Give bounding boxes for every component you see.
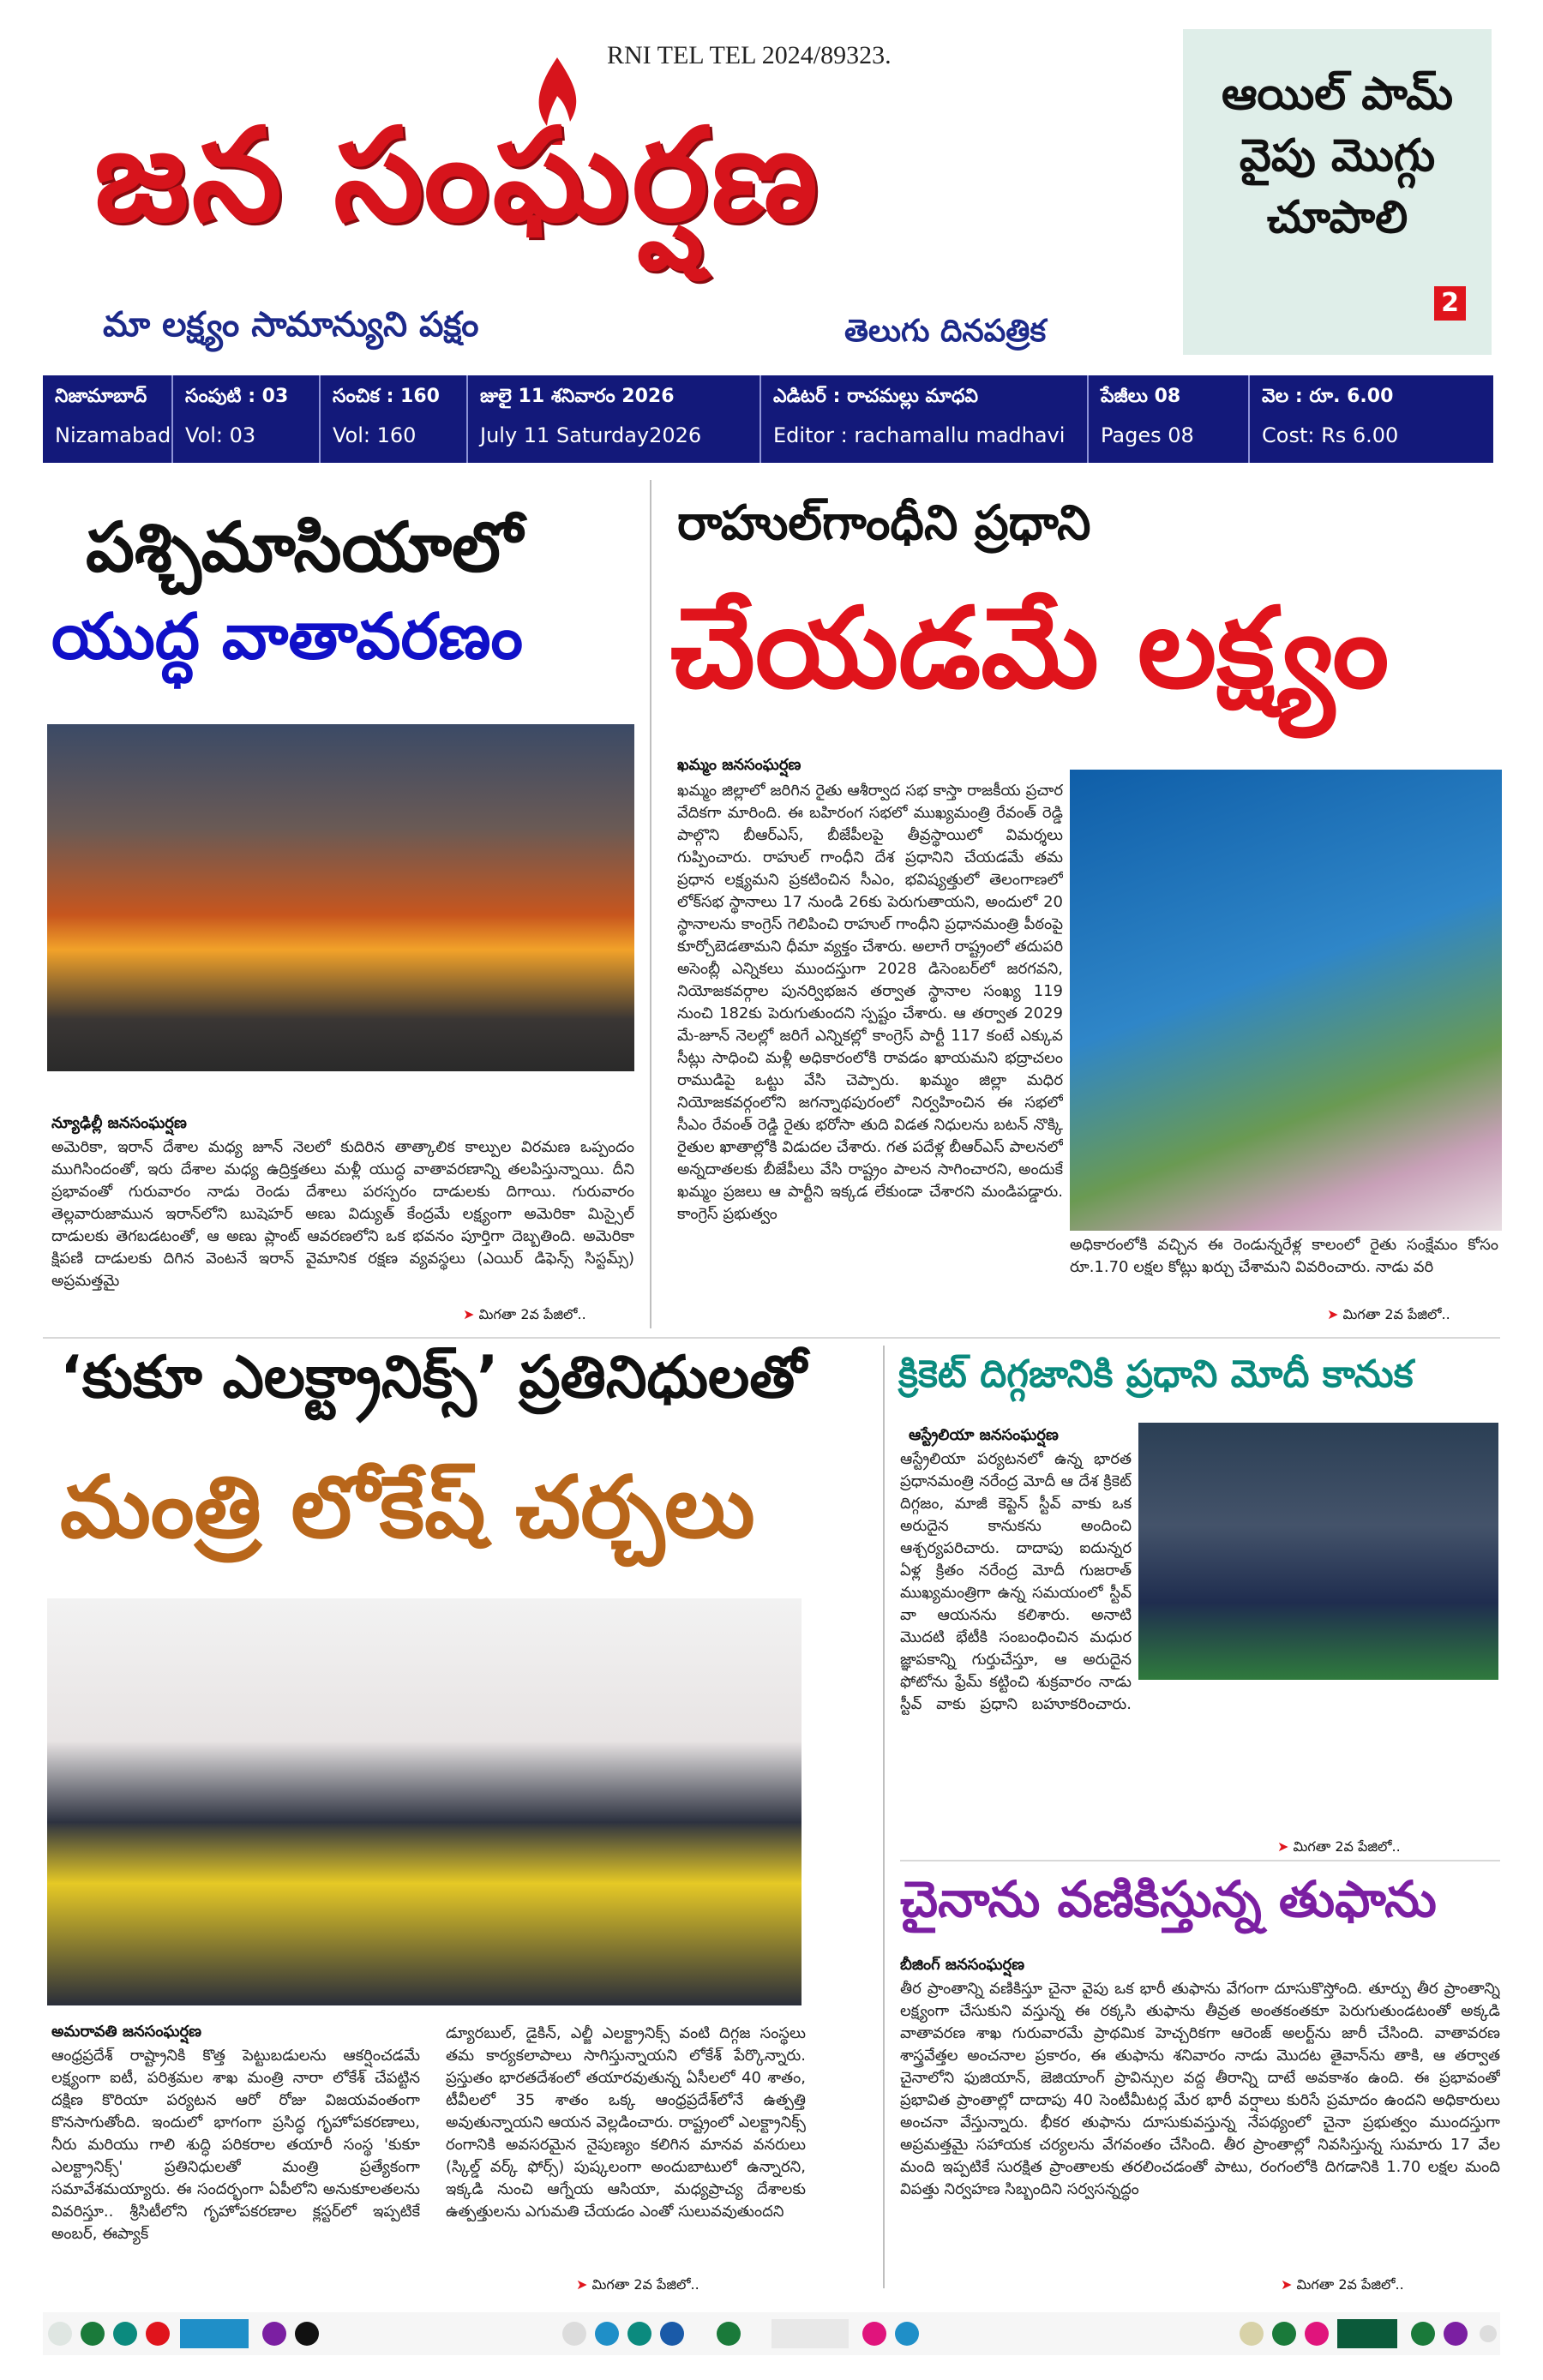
teaser-headline: ఆయిల్ పామ్ వైపు మొగ్గు చూపాలి (1221, 69, 1454, 243)
story4-continued-label: మిగతా 2వ పేజిలో.. (1293, 1838, 1401, 1855)
story2-headline-line1[interactable]: రాహుల్‌గాంధీని ప్రధాని (677, 495, 1091, 551)
info-date-te: జులై 11 శనివారం 2026 (480, 386, 675, 407)
info-cell-place (43, 375, 173, 463)
info-issue-en: Vol: 160 (333, 423, 417, 447)
info-cost-te: వెల : రూ. 6.00 (1262, 386, 1394, 407)
info-volume-en: Vol: 03 (185, 423, 256, 447)
info-cost-en: Cost: Rs 6.00 (1262, 423, 1399, 447)
tagline-right: తెలుగు దినపత్రిక (844, 314, 1047, 349)
registration-number: RNI TEL TEL 2024/89323. (607, 41, 892, 69)
tagline-left: మా లక్ష్యం సామాన్యుని పక్షం (103, 305, 479, 345)
story2-headline-line2[interactable]: చేయడమే లక్ష్యం (670, 583, 1390, 713)
story1-headline-line2[interactable]: యుద్ధ వాతావరణం (51, 600, 524, 674)
issue-info-bar (43, 375, 1493, 463)
info-editor-te: ఎడిటర్ : రాచమల్లు మాధవి (773, 386, 979, 407)
continue-arrow-icon: ➤ (1281, 2276, 1297, 2293)
story1-body: అమెరికా, ఇరాన్ దేశాల మధ్య జూన్ నెలలో కుదిరిన తాత్కాలిక కాల్పుల విరమణ ఒప్పందం ముగిసిందంతో, ఇరు దేశాల మధ్య ఉద్రిక్తతలు మళ్లీ యుద్ధ వాతావరణాన్ని తలపిస్తున్నాయి. దీని ప్రభావంతో గురువారం నాడు రెండు దేశాలు పరస్పరం దాడులకు దిగాయి. గురువారం తెల్లవారుజామున ఇరాన్‌లోని బుషెహర్ అణు విద్యుత్ కేంద్రమే లక్ష్యంగా అమెరికా మిస్సైల్ దాడులకు తెగబడటంతో, ఆ అణు ప్లాంట్ ఆవరణలోని ఒక భవనం పూర్తిగా దెబ్బతింది. అమెరికా క్షిపణి దాడులకు దిగిన వెంటనే ఇరాన్ వైమానిక రక్షణ వ్యవస్థలు (ఎయిర్ డిఫెన్స్ సిస్టమ్స్) అప్రమత్తమై (51, 1138, 634, 1290)
newspaper-logo: జన సంఘర్షణ (94, 101, 822, 250)
story4-cricket-photo (1138, 1423, 1498, 1680)
column-divider (650, 480, 651, 1328)
info-cell-date (468, 375, 761, 463)
story5-continued-label: మిగతా 2వ పేజిలో.. (1296, 2276, 1404, 2293)
story3-body-col2: డ్యూరబుల్, డైకిన్, ఎల్జీ ఎలక్ట్రానిక్స్ వంటి దిగ్గజ సంస్థలు తమ కార్యకలాపాలు సాగిస్తున్నాయని లోకేశ్ పేర్కొన్నారు. ప్రస్తుతం భారతదేశంలో తయారవుతున్న ఏసీలలో 40 శాతం, టీవీలలో 35 శాతం ఒక్క ఆంధ్రప్రదేశ్‌లోనే ఉత్పత్తి అవుతున్నాయని ఆయన వెల్లడించారు. రాష్ట్రంలో ఎలక్ట్రానిక్స్ రంగానికి అవసరమైన నైపుణ్యం కలిగిన మానవ వనరులు (స్కిల్డ్ వర్క్ ఫోర్స్) పుష్కలంగా అందుబాటులో ఉన్నారని, ఇక్కడి నుంచి ఆగ్నేయ ఆసియా, మధ్యప్రాచ్య దేశాలకు ఉత్పత్తులను ఎగుమతి చేయడం ఎంతో సులువవుతుందని (446, 2024, 806, 2221)
info-cell-issue (321, 375, 468, 463)
story3-delegation-photo (47, 1598, 802, 2005)
info-pages-te: పేజీలు 08 (1101, 386, 1181, 407)
info-cell-pages (1089, 375, 1250, 463)
info-place-te: నిజామాబాద్ (55, 386, 147, 407)
story3-dateline: అమరావతి జనసంఘర్షణ (51, 2023, 202, 2041)
story3-headline-line2[interactable]: మంత్రి లోకేష్ చర్చలు (60, 1457, 755, 1557)
info-editor-en: Editor : rachamallu madhavi (773, 423, 1066, 447)
story1-dateline: న్యూఢిల్లీ జనసంఘర్షణ (51, 1114, 187, 1132)
color-registration-strip (43, 2312, 1500, 2355)
story2-dateline: ఖమ్మం జనసంఘర్షణ (677, 756, 802, 774)
story1-continued[interactable] (463, 1306, 586, 1326)
story3-continued[interactable] (576, 2276, 699, 2296)
story2-cm-photo (1070, 770, 1502, 1231)
info-cell-editor (761, 375, 1089, 463)
story1-fire-photo (47, 724, 634, 1071)
section-divider (900, 1860, 1500, 1861)
section-divider (43, 1337, 1500, 1339)
story4-body: ఆస్ట్రేలియా పర్యటనలో ఉన్న భారత ప్రధానమంత్రి నరేంద్ర మోదీ ఆ దేశ క్రికెట్ దిగ్గజం, మాజీ కెప్టెన్ స్టీవ్ వాకు ఒక అరుదైన కానుకను అందించి ఆశ్చర్యపరిచారు. దాదాపు ఐదున్నర ఏళ్ల క్రితం నరేంద్ర మోదీ గుజరాత్ ముఖ్యమంత్రిగా ఉన్న సమయంలో స్టీవ్ వా ఆయనను కలిశారు. అనాటి మొదటి భేటీకి సంబంధించిన మధుర జ్ఞాపకాన్ని గుర్తుచేస్తూ, ఆ అరుదైన ఫోటోను ఫ్రేమ్ కట్టించి శుక్రవారం నాడు స్టీవ్ వాకు ప్రధాని బహూకరించారు. (900, 1450, 1132, 1713)
story5-dateline: బీజింగ్ జనసంఘర్షణ (900, 1956, 1025, 1974)
story1-continued-label: మిగతా 2వ పేజిలో.. (478, 1306, 586, 1322)
info-date-en: July 11 Saturday2026 (480, 423, 702, 447)
story2-body-side: అధికారంలోకి వచ్చిన ఈ రెండున్నరేళ్ల కాలంలో రైతు సంక్షేమం కోసం రూ.1.70 లక్షల కోట్లు ఖర్చు చేశామని వివరించారు. నాడు వరి (1070, 1236, 1498, 1276)
story5-continued[interactable] (1281, 2276, 1404, 2296)
story5-body: తీర ప్రాంతాన్ని వణికిస్తూ చైనా వైపు ఒక భారీ తుఫాను వేగంగా దూసుకొస్తోంది. తూర్పు తీర ప్రాంతాన్ని లక్ష్యంగా చేసుకుని వస్తున్న ఈ రక్కసి తుఫాను తీవ్రత అంతకంతకూ పెరుగుతుండటంతో అక్కడి వాతావరణ శాఖ గురువారమే ప్రాథమిక హెచ్చరికగా ఆరెంజ్ అలర్ట్‌ను జారీ చేసింది. వాతావరణ శాస్త్రవేత్తల అంచనాల ప్రకారం, ఈ తుఫాను శనివారం నాడు మొదట తైవాన్‌ను తాకి, ఆ తర్వాత చైనాలోని ఫుజియాన్, జెజియాంగ్ ప్రావిన్సుల వద్ద తీరాన్ని దాటే అవకాశం ఉంది. ఈ ప్రభావంతో ప్రభావిత ప్రాంతాల్లో దాదాపు 40 సెంటీమీటర్ల మేర భారీ వర్షాలు కురిసే ప్రమాదం ఉందని అధికారులు అంచనా వేస్తున్నారు. భీకర తుఫాను దూసుకువస్తున్న నేపథ్యంలో చైనా ప్రభుత్వం ముందస్తుగా అప్రమత్తమై సహాయక చర్యలను వేగవంతం చేసింది. తీర ప్రాంతాల్లో నివసిస్తున్న సుమారు 17 వేల మంది ఇప్పటికే సురక్షిత ప్రాంతాలకు తరలించడంతో పాటు, రంగంలోకి దిగడానికి 1.70 లక్షల మంది విపత్తు నిర్వహణ సిబ్బందిని సర్వసన్నద్ధం (900, 1980, 1500, 2198)
story3-body-col1: ఆంధ్రప్రదేశ్ రాష్ట్రానికి కొత్త పెట్టుబడులను ఆకర్షించడమే లక్ష్యంగా ఐటీ, పరిశ్రమల శాఖ మంత్రి నారా లోకేశ్ చేపట్టిన దక్షిణ కొరియా పర్యటన ఆరో రోజు విజయవంతంగా కొనసాగుతోంది. ఇందులో భాగంగా ప్రసిద్ధ గృహోపకరణాలు, నీరు మరియు గాలి శుద్ధి పరికరాల తయారీ సంస్థ 'కుకూ ఎలక్ట్రానిక్స్' ప్రతినిధులతో మంత్రి ప్రత్యేకంగా సమావేశమయ్యారు. ఈ సందర్భంగా ఏపీలోని అనుకూలతలను వివరిస్తూ.. శ్రీసిటీలోని గృహోపకరణాల క్లస్టర్‌లో ఇప్పటికే అంబర్, ఈప్యాక్ (51, 2047, 420, 2243)
info-place-en: Nizamabad (55, 423, 171, 447)
story4-continued[interactable] (1277, 1838, 1401, 1858)
story3-continued-label: మిగతా 2వ పేజిలో.. (591, 2276, 699, 2293)
continue-arrow-icon: ➤ (1327, 1306, 1343, 1322)
story1-headline-line1[interactable]: పశ్చిమాసియాలో (86, 507, 523, 587)
story2-continued-label: మిగతా 2వ పేజిలో.. (1342, 1306, 1450, 1322)
continue-arrow-icon: ➤ (576, 2276, 592, 2293)
info-pages-en: Pages 08 (1101, 423, 1194, 447)
story4-dateline: ఆస్ట్రేలియా జనసంఘర్షణ (909, 1426, 1059, 1444)
story5-headline[interactable]: చైనాను వణికిస్తున్న తుఫాను (900, 1870, 1437, 1928)
story4-headline[interactable]: క్రికెట్ దిగ్గజానికి ప్రధాని మోదీ కానుక (898, 1352, 1414, 1396)
info-volume-te: సంపుటి : 03 (185, 386, 289, 407)
continue-arrow-icon: ➤ (1277, 1838, 1294, 1855)
info-issue-te: సంచిక : 160 (333, 386, 440, 407)
info-cell-cost (1250, 375, 1493, 463)
story2-continued[interactable] (1327, 1306, 1450, 1326)
teaser-page-badge: 2 (1434, 286, 1466, 321)
story3-headline-line1[interactable]: ‘కుకూ ఎలక్ట్రానిక్స్’ ప్రతినిధులతో (60, 1344, 807, 1412)
story2-body: ఖమ్మం జిల్లాలో జరిగిన రైతు ఆశీర్వాద సభ కాస్తా రాజకీయ ప్రచార వేదికగా మారింది. ఈ బహిరంగ సభలో ముఖ్యమంత్రి రేవంత్ రెడ్డి పాల్గొని బీఆర్‌ఎస్, బీజేపీలపై తీవ్రస్థాయిలో విమర్శలు గుప్పించారు. రాహుల్ గాంధీని దేశ ప్రధానిని చేయడమే తమ ప్రధాన లక్ష్యమని ప్రకటించిన సీఎం, భవిష్యత్తులో తెలంగాణలో లోక్‌సభ స్థానాలు 17 నుండి 26కు పెరుగుతాయని, అందులో 20 స్థానాలను కాంగ్రెస్ గెలిపించి రాహుల్ గాంధీని ప్రధానమంత్రి పీఠంపై కూర్చోబెడతామని ధీమా వ్యక్తం చేశారు. అలాగే రాష్ట్రంలో తదుపరి అసెంబ్లీ ఎన్నికలు ముందస్తుగా 2028 డిసెంబర్‌లో జరగవని, నియోజకవర్గాల పునర్విభజన తర్వాత స్థానాల సంఖ్య 119 నుంచి 182కు పెరుగుతుందని స్పష్టం చేశారు. ఆ తర్వాత 2029 మే-జూన్ నెలల్లో జరిగే ఎన్నికల్లో కాంగ్రెస్ పార్టీ 117 కంటే ఎక్కువ సీట్లు సాధించి మళ్లీ అధికారంలోకి రావడం ఖాయమని భద్రాచలం రాముడిపై ఒట్టు వేసి చెప్పారు. ఖమ్మం జిల్లా మధిర నియోజకవర్గంలోని జగన్నాథపురంలో నిర్వహించిన ఈ సభలో సీఎం రేవంత్ రెడ్డి రైతు భరోసా తుది విడత నిధులను బటన్ నొక్కి రైతుల ఖాతాల్లోకి విడుదల చేశారు. గత పదేళ్ల బీఆర్‌ఎస్ పాలనలో అన్నదాతలకు బీజేపీలు వేసి రాష్ట్రం పాలన సాగించారని, అందుకే ఖమ్మం ప్రజలు ఆ పార్టీని ఇక్కడ లేకుండా చేశారని మండిపడ్డారు. కాంగ్రెస్ ప్రభుత్వం (677, 782, 1063, 1223)
column-divider (883, 1346, 885, 2288)
continue-arrow-icon: ➤ (463, 1306, 479, 1322)
front-teaser-box[interactable] (1183, 29, 1492, 355)
info-cell-volume (173, 375, 321, 463)
